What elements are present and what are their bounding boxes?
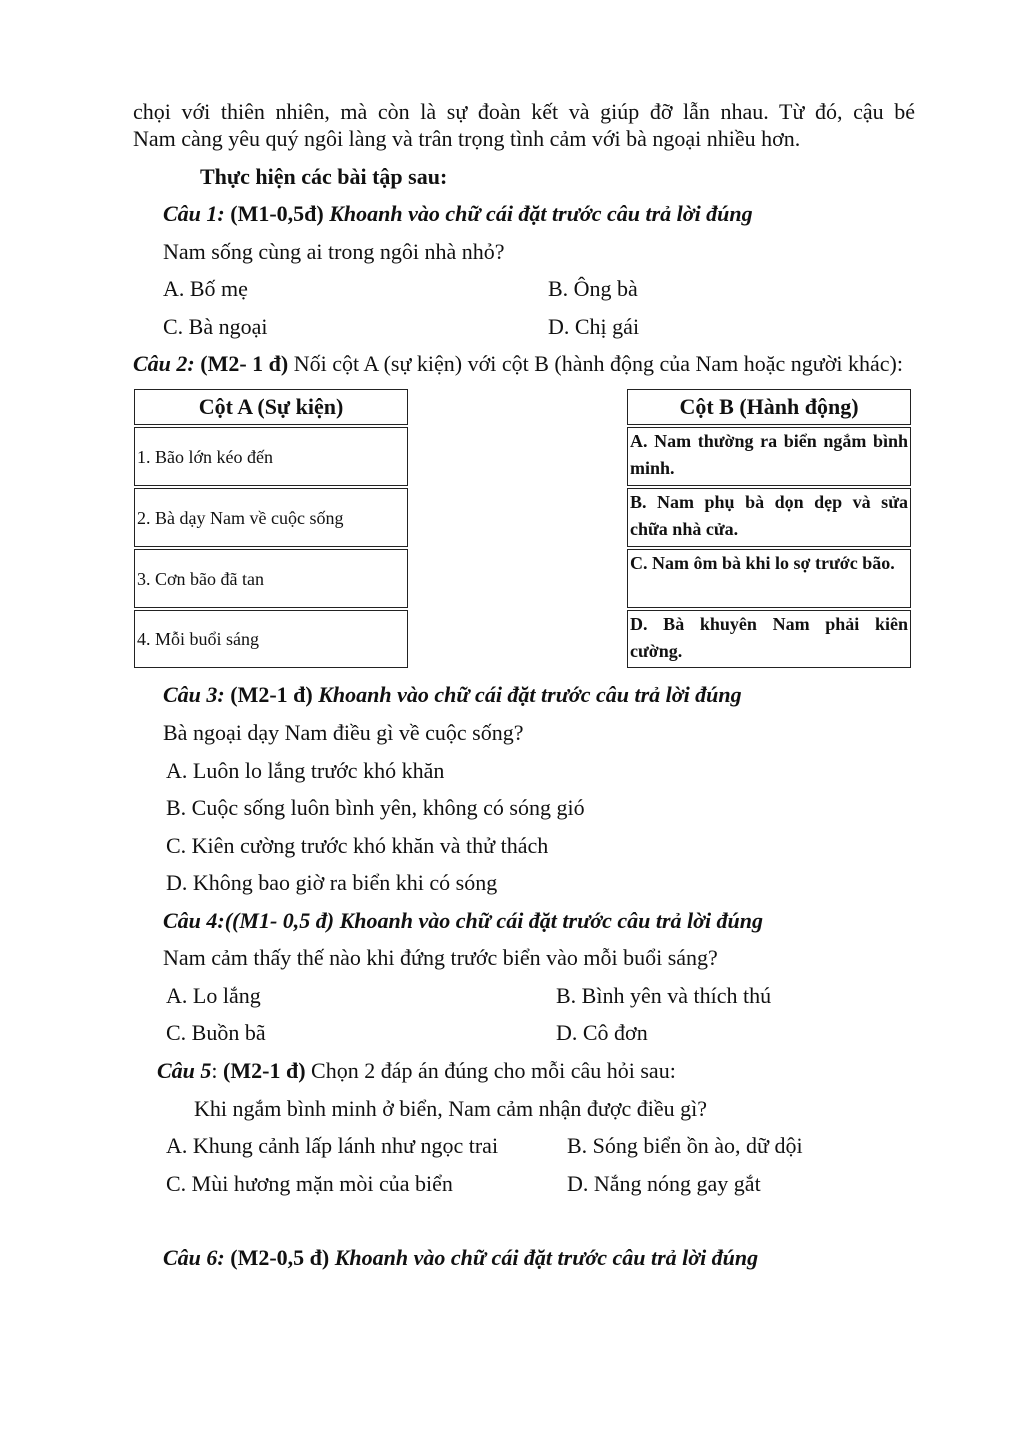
q5-option-d: D. Nắng nóng gay gắt xyxy=(567,1171,761,1196)
col-b-item-c: C. Nam ôm bà khi lo sợ trước bão. xyxy=(627,549,911,608)
q3-title xyxy=(163,682,742,708)
q1-option-b: B. Ông bà xyxy=(548,276,638,301)
col-b-item-b: B. Nam phụ bà dọn dẹp và sửa chữa nhà cửa. xyxy=(627,488,911,547)
col-a-item-3: 3. Cơn bão đã tan xyxy=(134,549,408,608)
q3-option-d: D. Không bao giờ ra biển khi có sóng xyxy=(166,870,498,895)
q4-option-b: B. Bình yên và thích thú xyxy=(556,983,772,1008)
exercise-heading: Thực hiện các bài tập sau: xyxy=(200,164,448,189)
q1-option-c: C. Bà ngoại xyxy=(163,314,268,339)
q4-question: Nam cảm thấy thế nào khi đứng trước biển vào mỗi buổi sáng? xyxy=(163,945,718,970)
q2-instruction: Nối cột A (sự kiện) với cột B (hành động của Nam hoặc người khác): xyxy=(293,351,903,376)
q5-option-b: B. Sóng biển ồn ào, dữ dội xyxy=(567,1133,803,1158)
q5-label: Câu 5 xyxy=(157,1058,212,1083)
q3-option-c: C. Kiên cường trước khó khăn và thử thách xyxy=(166,833,549,858)
q1-question: Nam sống cùng ai trong ngôi nhà nhỏ? xyxy=(163,239,505,264)
q6-marks: (M2-0,5 đ) xyxy=(230,1245,330,1270)
q5-option-a: A. Khung cảnh lấp lánh như ngọc trai xyxy=(166,1133,499,1158)
col-a-item-2: 2. Bà dạy Nam về cuộc sống xyxy=(134,488,408,547)
q4-option-c: C. Buồn bã xyxy=(166,1020,266,1045)
intro-line-1: chọi với thiên nhiên, mà còn là sự đoàn kết và giúp đỡ lẫn nhau. Từ đó, cậu bé xyxy=(133,99,915,124)
q5-marks: (M2-1 đ) xyxy=(223,1058,306,1083)
q4-option-a: A. Lo lắng xyxy=(166,983,261,1008)
q4-title xyxy=(163,908,763,934)
q6-label: Câu 6: xyxy=(163,1245,225,1270)
col-a-item-4: 4. Mỗi buổi sáng xyxy=(134,610,408,668)
intro-line-2: Nam càng yêu quý ngôi làng và trân trọng tình cảm với bà ngoại nhiều hơn. xyxy=(133,126,801,151)
q2-label: Câu 2: xyxy=(133,351,195,376)
q3-marks: (M2-1 đ) xyxy=(230,682,313,707)
q3-instruction: Khoanh vào chữ cái đặt trước câu trả lời đúng xyxy=(318,682,742,707)
q5-colon: : xyxy=(211,1058,218,1083)
q4-option-d: D. Cô đơn xyxy=(556,1020,648,1045)
q4-label: Câu 4:((M1- 0,5 đ) xyxy=(163,908,335,933)
q1-option-d: D. Chị gái xyxy=(548,314,640,339)
col-b-item-d: D. Bà khuyên Nam phải kiên cường. xyxy=(627,610,911,668)
q1-instruction: Khoanh vào chữ cái đặt trước câu trả lời đúng xyxy=(329,201,753,226)
q5-title xyxy=(157,1058,676,1084)
q3-option-b: B. Cuộc sống luôn bình yên, không có sóng gió xyxy=(166,795,585,820)
q3-label: Câu 3: xyxy=(163,682,225,707)
q4-instruction: Khoanh vào chữ cái đặt trước câu trả lời đúng xyxy=(339,908,764,933)
q2-marks: (M2- 1 đ) xyxy=(200,351,289,376)
q2-title xyxy=(133,351,903,377)
q3-option-a: A. Luôn lo lắng trước khó khăn xyxy=(166,758,445,783)
col-b-item-a: A. Nam thường ra biển ngắm bình minh. xyxy=(627,427,911,486)
q5-instruction: Chọn 2 đáp án đúng cho mỗi câu hỏi sau: xyxy=(311,1058,676,1083)
q5-question: Khi ngắm bình minh ở biển, Nam cảm nhận được điều gì? xyxy=(194,1096,707,1121)
q6-title xyxy=(163,1245,758,1271)
q1-option-a: A. Bố mẹ xyxy=(163,276,248,301)
q6-instruction: Khoanh vào chữ cái đặt trước câu trả lời đúng xyxy=(334,1245,759,1270)
col-b-header: Cột B (Hành động) xyxy=(627,389,911,425)
q1-marks: (M1-0,5đ) xyxy=(230,201,324,226)
col-a-item-1: 1. Bão lớn kéo đến xyxy=(134,427,408,486)
col-a-header: Cột A (Sự kiện) xyxy=(134,389,408,425)
q1-label: Câu 1: xyxy=(163,201,225,226)
q1-title xyxy=(163,201,753,227)
q5-option-c: C. Mùi hương mặn mòi của biển xyxy=(166,1171,453,1196)
q3-question: Bà ngoại dạy Nam điều gì về cuộc sống? xyxy=(163,720,524,745)
